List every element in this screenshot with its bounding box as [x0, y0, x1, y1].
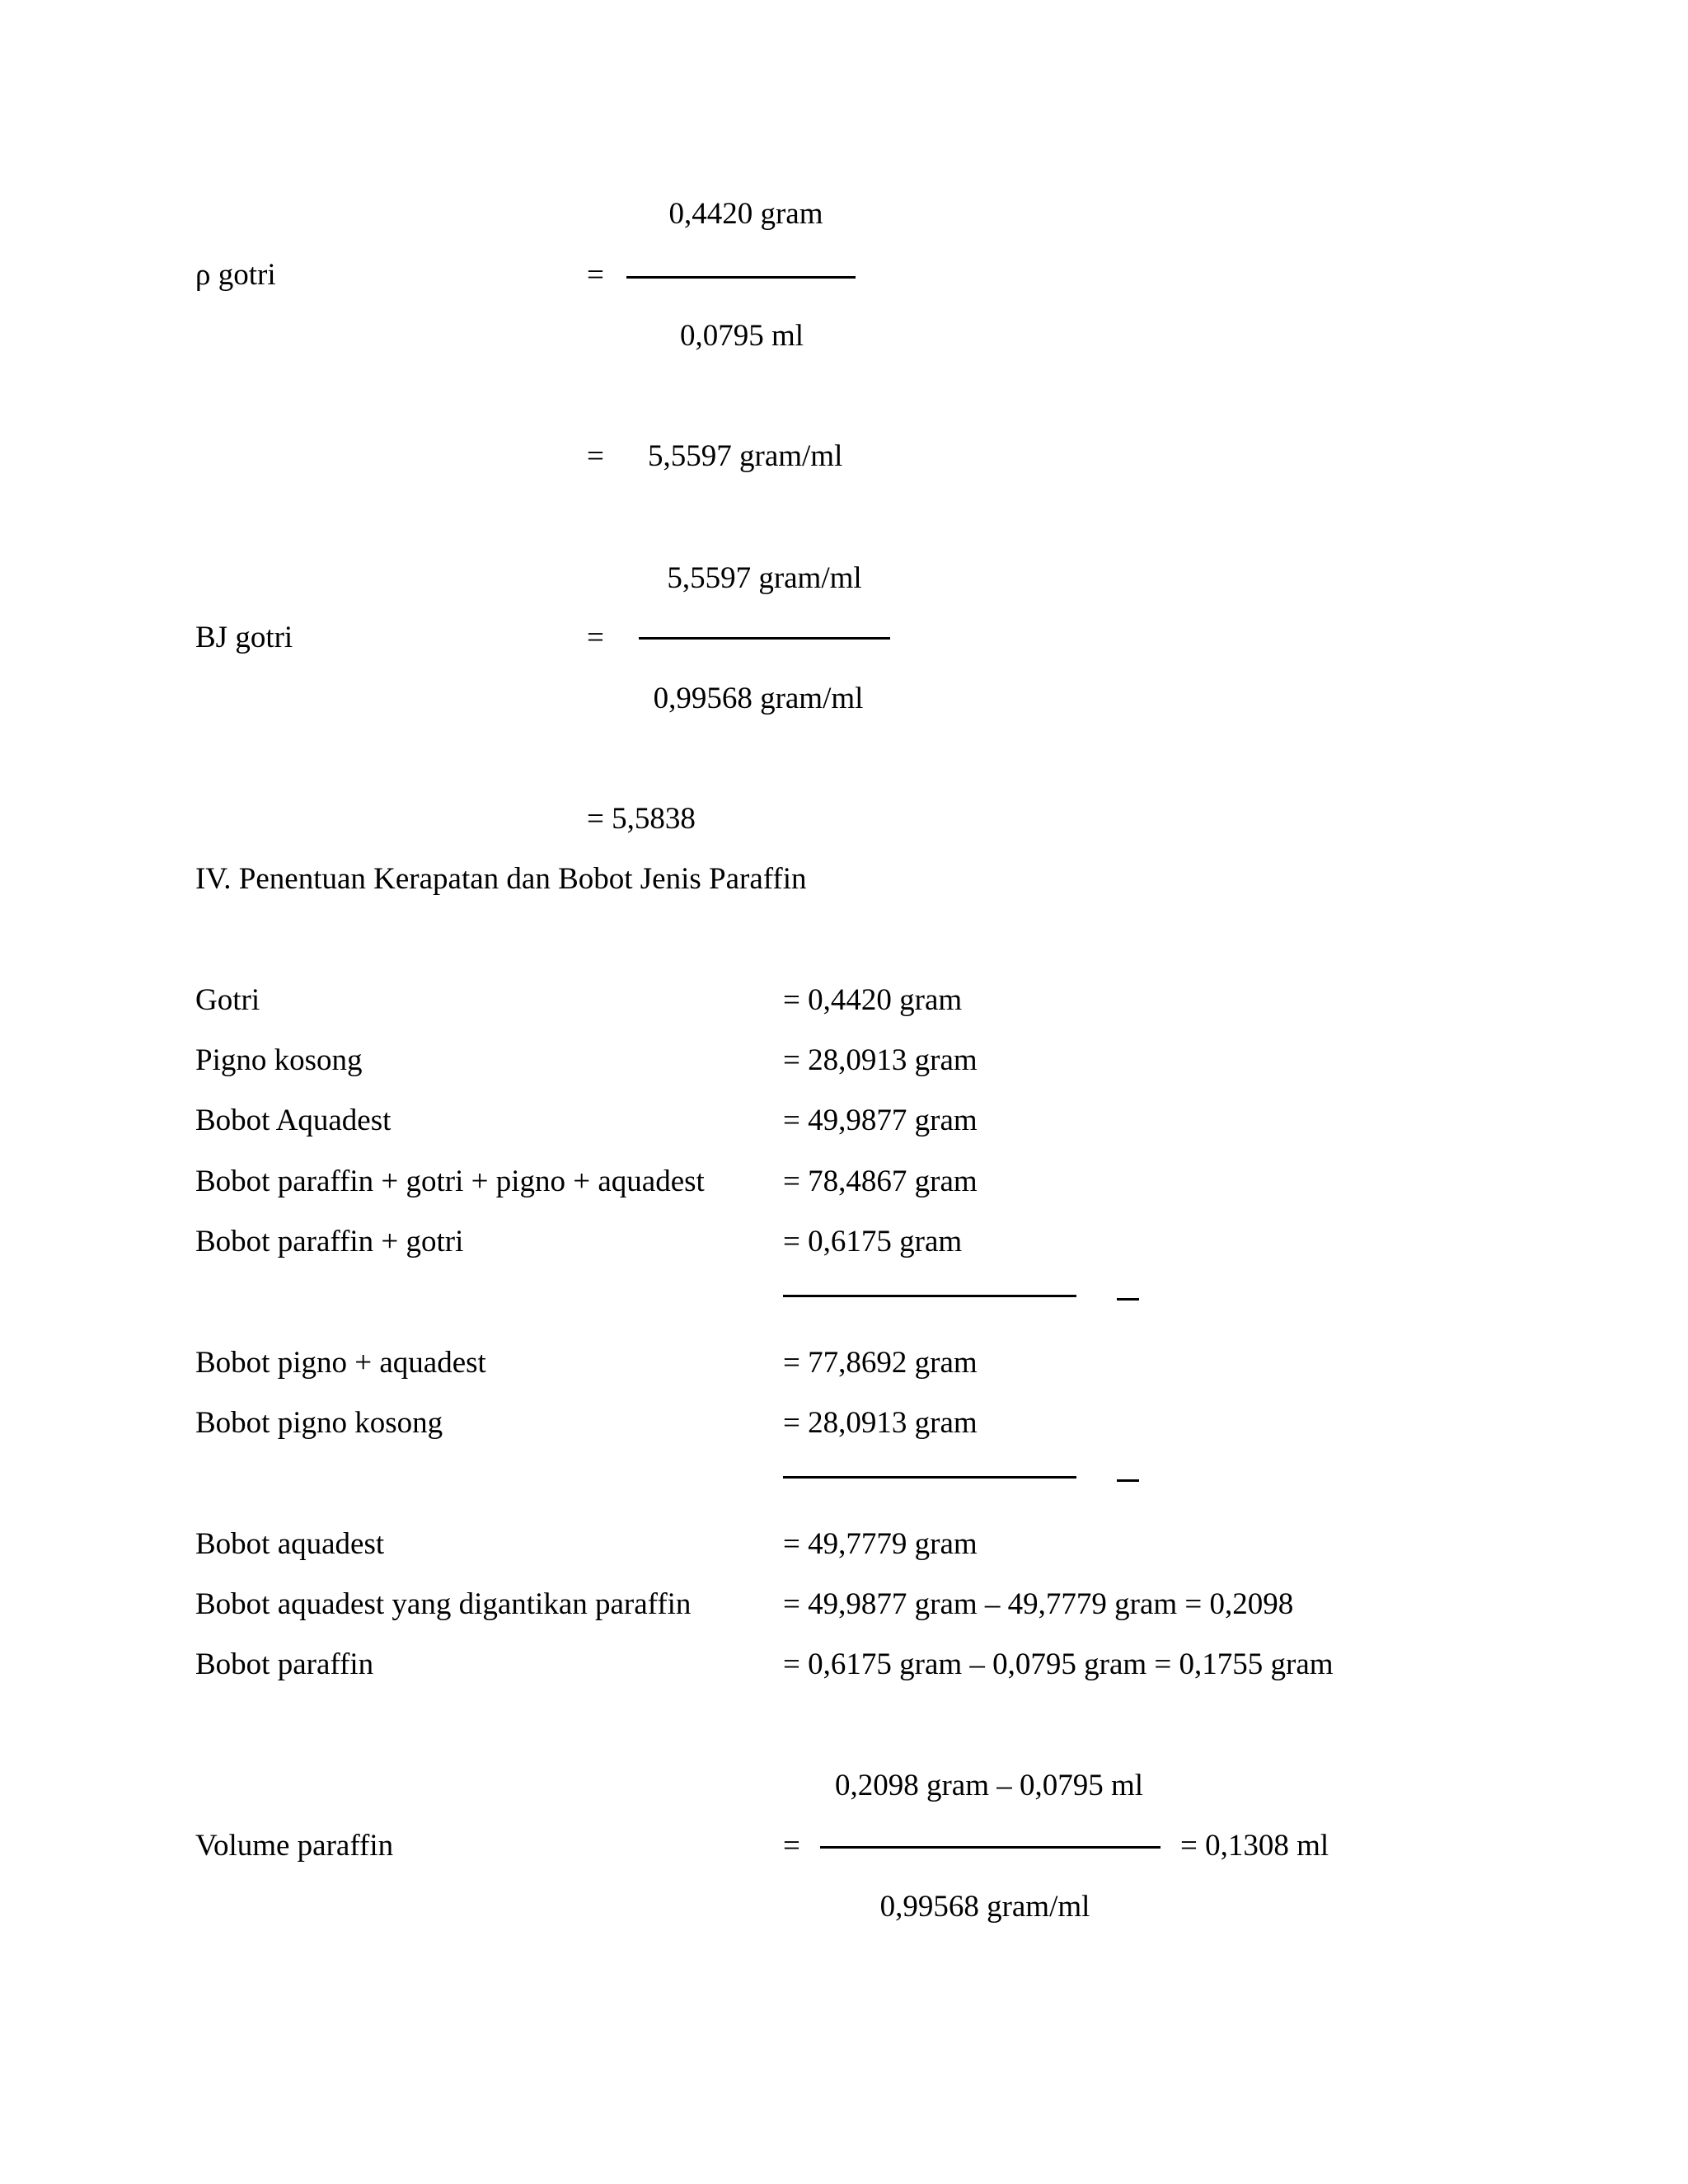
rho-gotri-label: ρ gotri	[195, 258, 276, 292]
minus-sign-2	[1117, 1479, 1139, 1482]
row-label: Gotri	[195, 983, 260, 1017]
row-label: Bobot aquadest	[195, 1527, 385, 1561]
row-label: Bobot paraffin + gotri	[195, 1225, 464, 1258]
minus-sign-1	[1117, 1298, 1139, 1301]
section-title: IV. Penentuan Kerapatan dan Bobot Jenis Paraffin	[195, 862, 807, 896]
volume-paraffin-result: = 0,1308 ml	[1180, 1829, 1329, 1863]
row-label: Bobot paraffin + gotri + pigno + aquadest	[195, 1165, 705, 1198]
row-value: = 78,4867 gram	[783, 1165, 978, 1198]
row-value: = 0,4420 gram	[783, 983, 963, 1017]
subtraction-line-2	[783, 1476, 1076, 1479]
row-label: Bobot pigno + aquadest	[195, 1346, 486, 1380]
row-value: = 28,0913 gram	[783, 1043, 978, 1077]
rho-gotri-equals: =	[587, 258, 604, 292]
row-value: = 0,6175 gram – 0,0795 gram = 0,1755 gram	[783, 1647, 1334, 1681]
rho-gotri-numerator: 0,4420 gram	[668, 197, 823, 231]
volume-paraffin-equals: =	[783, 1829, 800, 1863]
rho-gotri-result: 5,5597 gram/ml	[648, 439, 843, 473]
bj-gotri-result: = 5,5838	[587, 802, 696, 836]
row-label: Bobot paraffin	[195, 1647, 374, 1681]
row-value: = 49,9877 gram	[783, 1104, 978, 1137]
row-label: Bobot pigno kosong	[195, 1406, 443, 1440]
bj-gotri-numerator: 5,5597 gram/ml	[667, 561, 862, 595]
volume-paraffin-label: Volume paraffin	[195, 1829, 394, 1863]
rho-gotri-result-equals: =	[587, 439, 604, 473]
rho-gotri-fraction-bar	[626, 276, 856, 279]
row-value: = 28,0913 gram	[783, 1406, 978, 1440]
volume-paraffin-denominator: 0,99568 gram/ml	[879, 1890, 1090, 1924]
row-label: Pigno kosong	[195, 1043, 363, 1077]
row-label: Bobot Aquadest	[195, 1104, 392, 1137]
row-value: = 49,7779 gram	[783, 1527, 978, 1561]
volume-paraffin-numerator: 0,2098 gram – 0,0795 ml	[834, 1769, 1144, 1802]
row-value: = 77,8692 gram	[783, 1346, 978, 1380]
row-label: Bobot aquadest yang digantikan paraffin	[195, 1587, 692, 1621]
row-value: = 0,6175 gram	[783, 1225, 963, 1258]
bj-gotri-fraction-bar	[639, 637, 890, 640]
bj-gotri-equals: =	[587, 621, 604, 654]
subtraction-line-1	[783, 1295, 1076, 1297]
row-value: = 49,9877 gram – 49,7779 gram = 0,2098	[783, 1587, 1294, 1621]
bj-gotri-label: BJ gotri	[195, 621, 293, 654]
volume-paraffin-fraction-bar	[820, 1846, 1160, 1849]
bj-gotri-denominator: 0,99568 gram/ml	[653, 682, 864, 715]
rho-gotri-denominator: 0,0795 ml	[679, 319, 804, 353]
